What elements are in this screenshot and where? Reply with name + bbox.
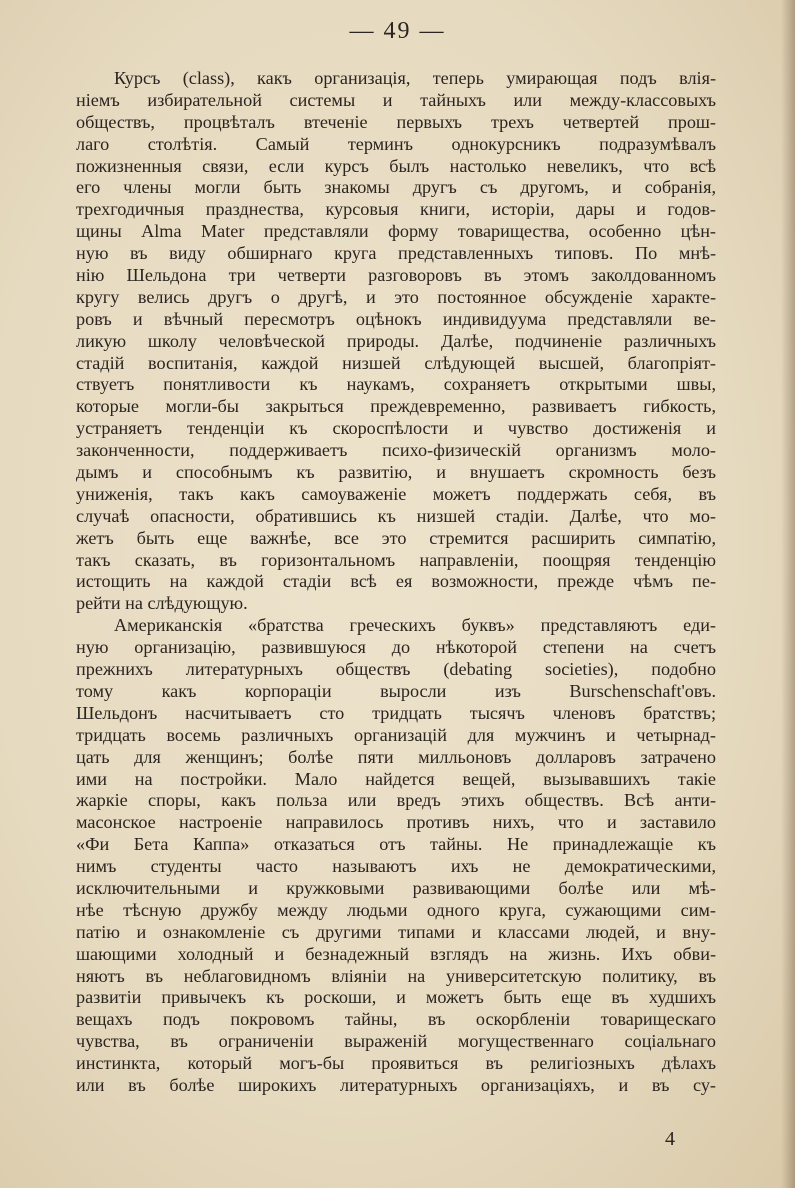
text-line: патію и ознакомленіе съ другими типами и классами людей, и вну- xyxy=(76,921,716,942)
text-line: униженія, такъ какъ самоуваженіе можетъ поддержать себя, въ xyxy=(76,483,716,504)
text-line: кругу велись другъ о другѣ, и это постоянное обсужденіе характе- xyxy=(76,286,716,307)
text-line: его члены могли быть знакомы другъ съ другомъ, и собранія, xyxy=(76,177,716,198)
text-line: рейти на слѣдующую. xyxy=(76,593,248,614)
text-line: законченности, поддерживаетъ психо-физическій организмъ моло- xyxy=(76,440,716,461)
text-line: жетъ быть еще важнѣе, все это стремится расширить симпатію, xyxy=(76,527,716,548)
text-line: ликую школу человѣческой природы. Далѣе, подчиненіе различныхъ xyxy=(76,330,716,351)
page-number: — 49 — xyxy=(349,18,446,44)
page-edge-shadow xyxy=(781,0,795,1188)
text-line: прежнихъ литературныхъ обществъ (debating societies), подобно xyxy=(76,659,716,680)
text-line: цать для женщинъ; болѣе пяти милльоновъ долларовъ затрачено xyxy=(76,746,716,767)
text-line: дымъ и способнымъ къ развитію, и внушаетъ скромность безъ xyxy=(76,462,716,483)
text-line: лаго столѣтія. Самый терминъ однокурсникъ подразумѣвалъ xyxy=(76,133,716,154)
text-line: жаркіе споры, какъ польза или вредъ этихъ обществъ. Всѣ анти- xyxy=(76,790,716,811)
text-line: Курсъ (class), какъ организація, теперь умирающая подъ влія- xyxy=(114,68,716,88)
text-line: которые могли-бы закрыться преждевременно, развиваетъ гибкость, xyxy=(76,396,716,417)
text-line: случаѣ опасности, обратившись къ низшей стадіи. Далѣе, что мо- xyxy=(76,505,716,526)
text-line: чувства, въ ограниченіи выраженій могущественнаго соціальнаго xyxy=(76,1031,716,1052)
text-line: развитіи привычекъ къ роскоши, и можетъ быть еще въ худшихъ xyxy=(76,987,716,1008)
signature-mark: 4 xyxy=(665,1128,675,1150)
text-line: шающими холодный и безнадежный взглядъ на жизнь. Ихъ обви- xyxy=(76,943,716,964)
text-line: стадій воспитанія, каждой низшей слѣдующей высшей, благопріят- xyxy=(76,352,716,373)
text-line: нѣе тѣсную дружбу между людьми одного круга, сужающими сим- xyxy=(76,899,716,920)
text-line: такъ сказать, въ горизонтальномъ направленіи, поощряя тенденцію xyxy=(76,549,716,570)
text-line: инстинкта, который могъ-бы проявиться въ религіозныхъ дѣлахъ xyxy=(76,1053,716,1074)
text-line: трехгодичныя празднества, курсовыя книги, исторіи, дары и годов- xyxy=(76,199,716,220)
text-line: ніемъ избирательной системы и тайныхъ или между-классовыхъ xyxy=(76,89,716,110)
text-line: ную въ виду обширнаго круга представленныхъ типовъ. По мнѣ- xyxy=(76,243,716,264)
text-line: исключительными и кружковыми развивающими болѣе или мѣ- xyxy=(76,877,716,898)
text-line: вещахъ подъ покровомъ тайны, въ оскорбленіи товарищескаго xyxy=(76,1009,716,1030)
text-line: няютъ въ неблаговидномъ вліяніи на университетскую политику, въ xyxy=(76,965,716,986)
text-line: Шельдонъ насчитываетъ сто тридцать тысячъ членовъ братствъ; xyxy=(76,702,716,723)
text-line: тому какъ корпораціи выросли изъ Burschenschaft'овъ. xyxy=(76,680,716,701)
text-line: устраняетъ тенденціи къ скороспѣлости и чувство достиженія и xyxy=(76,418,716,439)
text-line: или въ болѣе широкихъ литературныхъ организаціяхъ, и въ су- xyxy=(76,1074,716,1095)
text-line: пожизненныя связи, если курсъ былъ настолько невеликъ, что всѣ xyxy=(76,155,716,176)
page-text xyxy=(76,68,716,1097)
text-line: ную организацію, развившуюся до нѣкоторой степени на счетъ xyxy=(76,637,716,658)
text-line: ствуетъ понятливости къ наукамъ, сохраняетъ открытыми швы, xyxy=(76,374,716,395)
text-line: нію Шельдона три четверти разговоровъ въ этомъ заколдованномъ xyxy=(76,265,716,286)
text-line: «Фи Бета Каппа» отказаться отъ тайны. Не принадлежащіе къ xyxy=(76,834,716,855)
text-line: щины Alma Mater представляли форму товарищества, особенно цѣн- xyxy=(76,221,716,242)
text-line: истощить на каждой стадіи всѣ ея возможности, прежде чѣмъ пе- xyxy=(76,571,716,592)
text-line: тридцать восемь различныхъ организацій для мужчинъ и четырнад- xyxy=(76,724,716,745)
text-line: масонское настроеніе направилось противъ нихъ, что и заставило xyxy=(76,812,716,833)
text-line: Американскія «братства греческихъ буквъ» представляютъ еди- xyxy=(114,615,716,636)
text-line: ровъ и вѣчный пересмотръ оцѣнокъ индивидуума представляли ве- xyxy=(76,308,716,329)
text-line: ими на постройки. Мало найдется вещей, вызывавшихъ такіе xyxy=(76,768,716,789)
text-line: нимъ студенты часто называютъ ихъ не демократическими, xyxy=(76,856,716,877)
text-line: обществъ, процвѣталъ втеченіе первыхъ трехъ четвертей прош- xyxy=(76,111,716,132)
